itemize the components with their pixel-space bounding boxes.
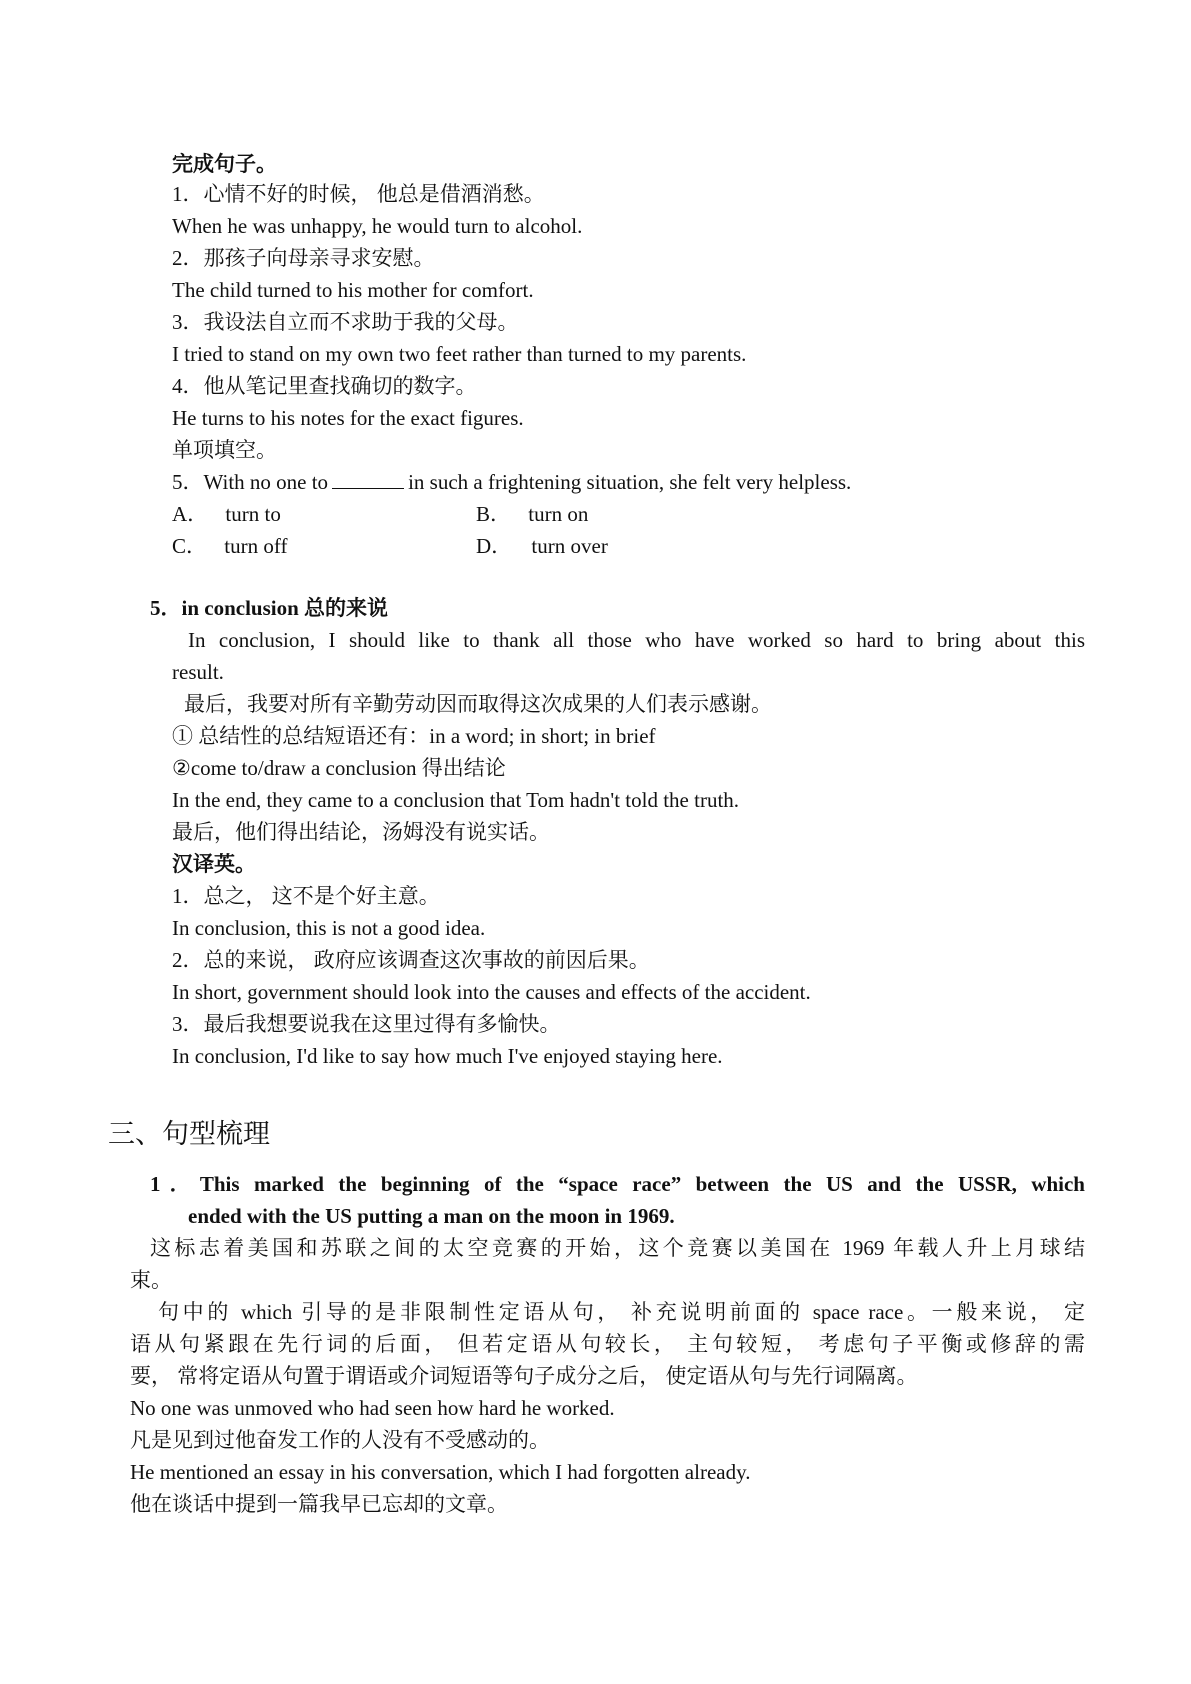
- translation-heading: 汉译英。: [172, 852, 256, 876]
- option-b: [476, 500, 588, 528]
- example-cn: 最后，我要对所有辛勤劳动因而取得这次成果的人们表示感谢。: [184, 692, 772, 716]
- key-sentence-cn-line-1: 这标志着美国和苏联之间的太空竞赛的开始，这个竞赛以美国在 1969 年载人升上月球结: [150, 1236, 1085, 1260]
- option-d-letter: D．: [476, 534, 513, 558]
- translation-en-3: In conclusion, I'd like to say how much I've enjoyed staying here.: [172, 1044, 723, 1068]
- example-2-cn: 他在谈话中提到一篇我早已忘却的文章。: [130, 1492, 508, 1516]
- translation-en-1: In conclusion, this is not a good idea.: [172, 916, 486, 940]
- phrase-heading-in-conclusion: 5．in conclusion 总的来说: [150, 596, 389, 620]
- note-1: ① 总结性的总结短语还有：in a word; in short; in brief: [172, 724, 656, 748]
- exercise-cn-1: 1．心情不好的时候， 他总是借酒消愁。: [172, 182, 545, 206]
- exercise-en-1: When he was unhappy, he would turn to alcohol.: [172, 214, 583, 238]
- answer-blank: [332, 470, 404, 489]
- option-b-letter: B．: [476, 502, 512, 526]
- translation-cn-2: 2．总的来说， 政府应该调查这次事故的前因后果。: [172, 948, 650, 972]
- option-d: [476, 532, 608, 560]
- translation-cn-1: 1．总之， 这不是个好主意。: [172, 884, 440, 908]
- section-title: 三、句型梳理: [108, 1119, 270, 1150]
- example-en-line-1: In conclusion, I should like to thank all those who have worked so hard to bring about this: [188, 628, 1085, 652]
- option-d-text: turn over: [531, 534, 608, 558]
- exercise-cn-2: 2．那孩子向母亲寻求安慰。: [172, 246, 435, 270]
- explanation-line-3: 要， 常将定语从句置于谓语或介词短语等句子成分之后， 使定语从句与先行词隔离。: [130, 1364, 918, 1388]
- explanation-line-1: 句中的 which 引导的是非限制性定语从句， 补充说明前面的 space race。一般来说， 定: [158, 1300, 1085, 1324]
- option-c-text: turn off: [224, 534, 288, 558]
- exercise-en-4: He turns to his notes for the exact figures.: [172, 406, 524, 430]
- example-en-line-2: result.: [172, 660, 224, 684]
- example-1-cn: 凡是见到过他奋发工作的人没有不受感动的。: [130, 1428, 550, 1452]
- exercise-cn-3: 3．我设法自立而不求助于我的父母。: [172, 310, 519, 334]
- note-2-example-en: In the end, they came to a conclusion that Tom hadn't told the truth.: [172, 788, 740, 812]
- note-2-example-cn: 最后，他们得出结论，汤姆没有说实话。: [172, 820, 550, 844]
- mc-heading: 单项填空。: [172, 438, 277, 462]
- key-sentence-line-1: 1．This marked the beginning of the “space race” between the US and the USSR, which: [150, 1172, 1085, 1196]
- option-a-text: turn to: [225, 502, 281, 526]
- option-a-letter: A．: [172, 502, 209, 526]
- translation-en-2: In short, government should look into the causes and effects of the accident.: [172, 980, 811, 1004]
- example-2-en: He mentioned an essay in his conversation, which I had forgotten already.: [130, 1460, 751, 1484]
- option-a: [172, 500, 281, 528]
- exercise-cn-4: 4．他从笔记里查找确切的数字。: [172, 374, 477, 398]
- translation-cn-3: 3．最后我想要说我在这里过得有多愉快。: [172, 1012, 561, 1036]
- key-sentence-cn-line-2: 束。: [130, 1268, 172, 1292]
- option-c: [172, 532, 287, 560]
- key-sentence-line-2: ended with the US putting a man on the moon in 1969.: [188, 1204, 675, 1228]
- mc-question-5-pre: 5．With no one to: [172, 470, 329, 494]
- exercise-en-3: I tried to stand on my own two feet rather than turned to my parents.: [172, 342, 747, 366]
- section-heading-complete-sentences: 完成句子。: [172, 152, 277, 176]
- mc-question-5: [172, 468, 851, 496]
- example-1-en: No one was unmoved who had seen how hard he worked.: [130, 1396, 615, 1420]
- exercise-en-2: The child turned to his mother for comfort.: [172, 278, 534, 302]
- option-b-text: turn on: [528, 502, 589, 526]
- mc-question-5-post: in such a frightening situation, she felt very helpless.: [408, 470, 852, 494]
- explanation-line-2: 语从句紧跟在先行词的后面， 但若定语从句较长， 主句较短， 考虑句子平衡或修辞的需: [130, 1332, 1085, 1356]
- note-2: ②come to/draw a conclusion 得出结论: [172, 756, 506, 780]
- option-c-letter: C．: [172, 534, 208, 558]
